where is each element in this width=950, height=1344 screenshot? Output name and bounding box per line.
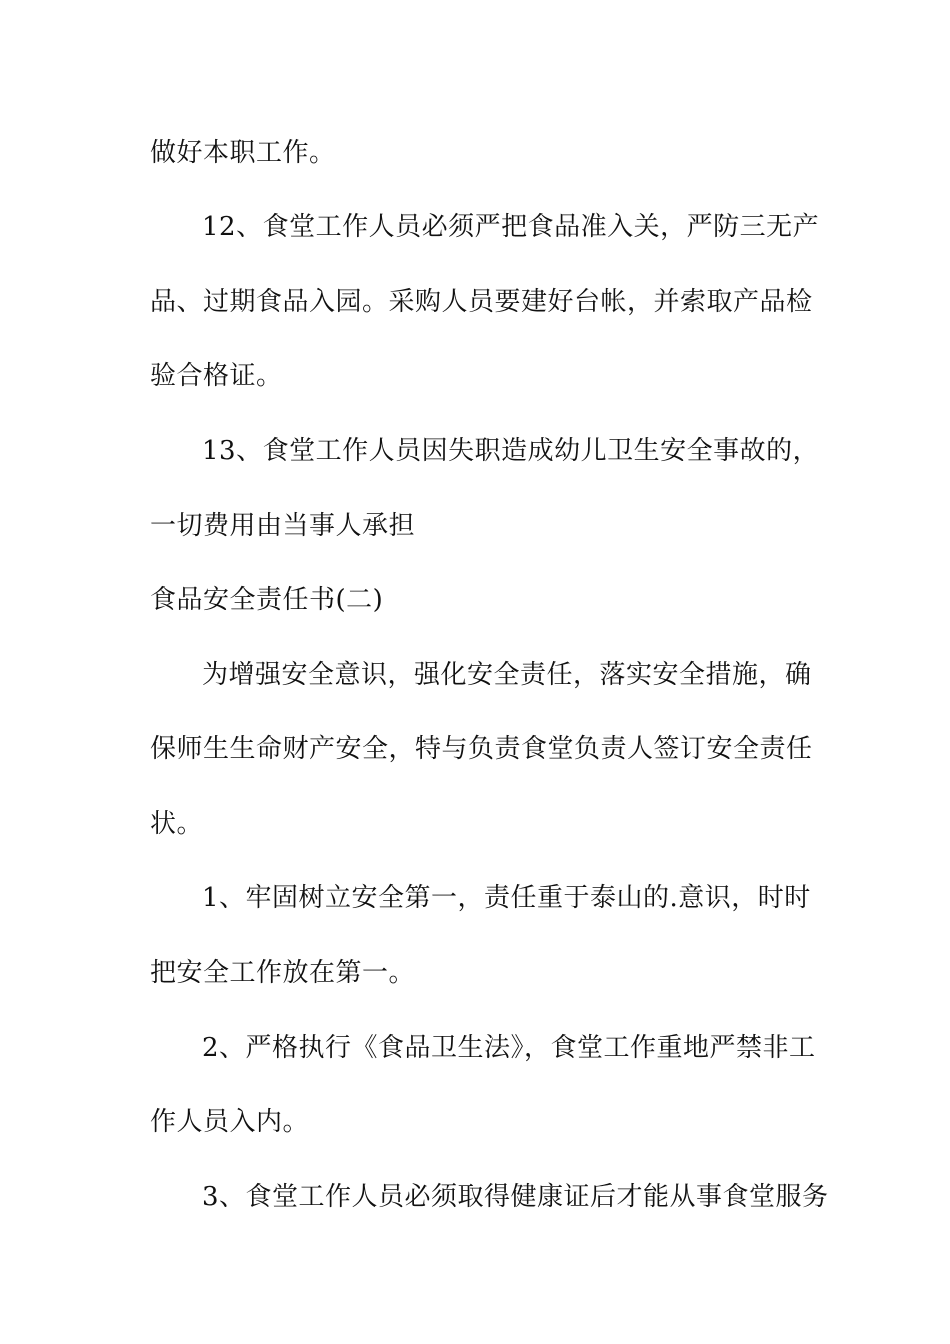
paragraph-12-line-1: 12、食堂工作人员必须严把食品准入关，严防三无产: [202, 212, 820, 242]
intro-line-3: 状。: [150, 809, 204, 839]
text-line-1: 做好本职工作。: [150, 138, 336, 168]
intro-line-2: 保师生生命财产安全，特与负责食堂负责人签订安全责任: [150, 734, 813, 764]
intro-line-1: 为增强安全意识，强化安全责任，落实安全措施，确: [202, 660, 812, 690]
section-title: 食品安全责任书(二): [150, 585, 384, 615]
paragraph-12-line-3: 验合格证。: [150, 361, 283, 391]
item-2-line-1: 2、严格执行《食品卫生法》，食堂工作重地严禁非工: [202, 1033, 816, 1063]
item-1-line-1: 1、牢固树立安全第一，责任重于泰山的.意识，时时: [202, 883, 811, 913]
paragraph-13-line-2: 一切费用由当事人承担: [150, 511, 416, 541]
paragraph-13-line-1: 13、食堂工作人员因失职造成幼儿卫生安全事故的，: [202, 436, 820, 466]
item-3-line-1: 3、食堂工作人员必须取得健康证后才能从事食堂服务: [202, 1182, 829, 1212]
item-1-line-2: 把安全工作放在第一。: [150, 958, 416, 988]
item-2-line-2: 作人员入内。: [150, 1107, 310, 1137]
paragraph-12-line-2: 品、过期食品入园。采购人员要建好台帐，并索取产品检: [150, 287, 813, 317]
